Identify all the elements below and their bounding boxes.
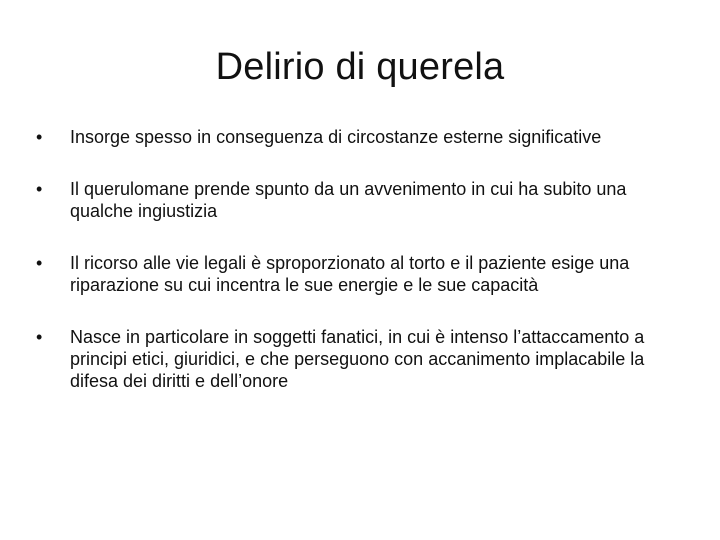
- bullet-icon: •: [36, 179, 43, 199]
- bullet-item: [36, 326, 676, 392]
- bullet-icon: •: [36, 127, 43, 147]
- bullet-icon: •: [36, 327, 43, 347]
- slide-title: Delirio di querela: [215, 46, 505, 88]
- bullet-item: [36, 178, 676, 222]
- bullet-text: Nasce in particolare in soggetti fanatici, in cui è intenso l’attaccamento a principi etici, giuridici, e che perseguono con accanimento implacabile la difesa dei diritti e dell’onore: [70, 327, 645, 391]
- bullet-item: [36, 126, 676, 148]
- bullet-text: Insorge spesso in conseguenza di circostanze esterne significative: [70, 127, 602, 147]
- bullet-icon: •: [36, 253, 43, 273]
- bullet-text: Il querulomane prende spunto da un avvenimento in cui ha subito una qualche ingiustizia: [70, 179, 627, 221]
- bullet-item: [36, 252, 676, 296]
- bullet-text: Il ricorso alle vie legali è sproporzionato al torto e il paziente esige una riparazione su cui incentra le sue energie e le sue capacità: [70, 253, 630, 295]
- bullet-list: [36, 126, 676, 422]
